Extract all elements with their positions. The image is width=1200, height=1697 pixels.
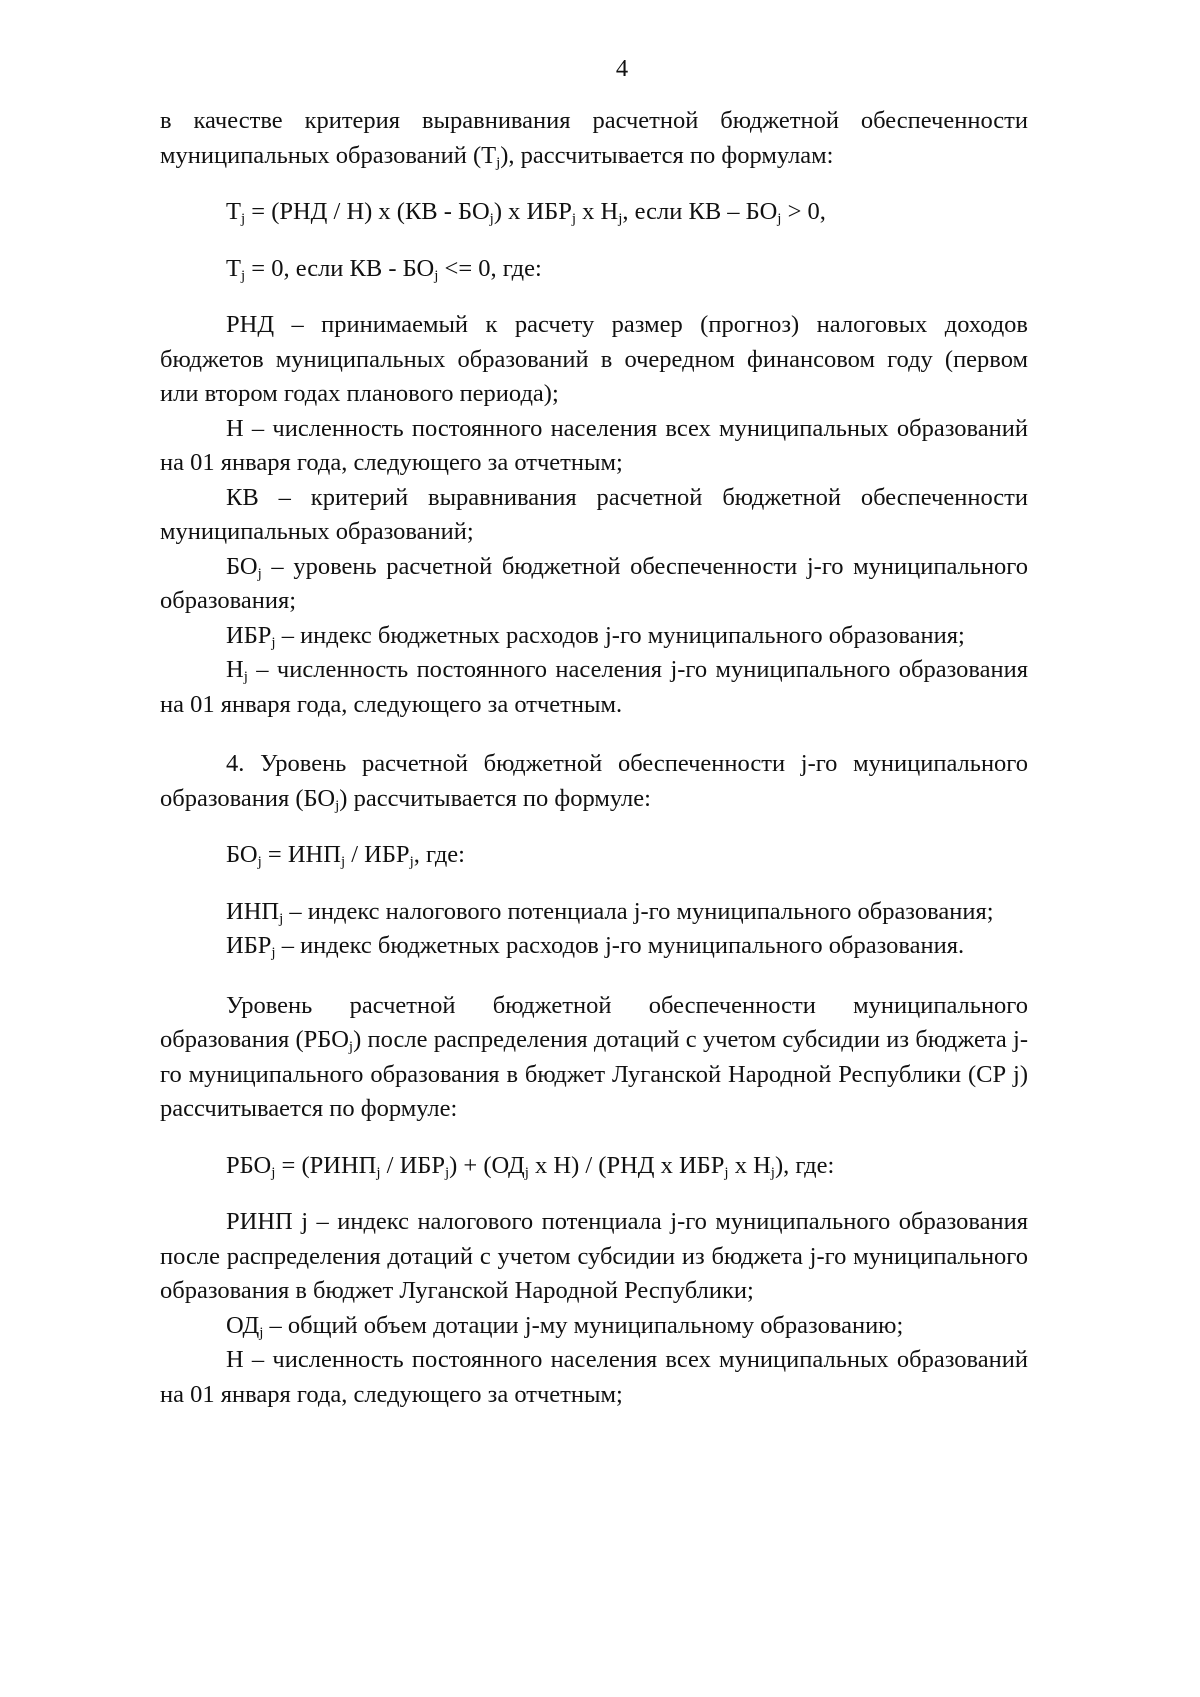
paragraph-def-inp bbox=[160, 895, 1028, 930]
subscript-index: j bbox=[340, 854, 346, 870]
subscript-index: j bbox=[335, 797, 340, 814]
paragraph-def-bo bbox=[160, 550, 1028, 619]
subscript-index: j bbox=[376, 1164, 381, 1181]
text-run: = (РИНП bbox=[275, 1151, 377, 1179]
text-run: ИБР bbox=[226, 932, 272, 959]
subscript-index: j bbox=[434, 267, 439, 284]
subscript-index: j bbox=[409, 854, 414, 870]
subscript-index: j bbox=[240, 211, 246, 227]
paragraph-def-ibr bbox=[160, 619, 1028, 654]
formula-formula-bo bbox=[160, 838, 1028, 873]
document-body bbox=[160, 104, 1028, 1412]
text-run: х Н) / (РНД х ИБР bbox=[528, 1151, 725, 1179]
subscript-index: j bbox=[348, 1039, 354, 1055]
subscript-index: j bbox=[271, 634, 276, 651]
text-run: ИНП bbox=[226, 897, 280, 925]
text-run: – индекс налогового потенциала j-го муниципального образования; bbox=[283, 897, 994, 925]
text-run: ) + (ОД bbox=[449, 1151, 525, 1179]
subscript-index: j bbox=[240, 267, 246, 284]
text-run: РИНП j – индекс налогового потенциала j-го муниципального образования после распределения дотаций с учетом субсидии из бюджета j-го муниципального образования в бюджет Луганской Народной Республики; bbox=[160, 1208, 1028, 1304]
text-run: – общий объем дотации j-му муниципальному образованию; bbox=[263, 1311, 904, 1339]
text-run: Т bbox=[226, 254, 241, 282]
subscript-index: j bbox=[724, 1164, 729, 1181]
subscript-index: j bbox=[257, 854, 262, 870]
subscript-index: j bbox=[444, 1164, 450, 1181]
paragraph-def-rinp bbox=[160, 1205, 1028, 1309]
subscript-index: j bbox=[571, 211, 577, 227]
text-run: х Н bbox=[576, 198, 619, 225]
text-run: Н – численность постоянного населения всех муниципальных образований на 01 января года, следующего за отчетным; bbox=[160, 1346, 1028, 1408]
paragraph-def-nj bbox=[160, 653, 1028, 722]
subscript-index: j bbox=[770, 1164, 775, 1181]
text-run: РБО bbox=[226, 1151, 272, 1179]
paragraph-def-n2 bbox=[160, 1343, 1028, 1412]
text-run: Уровень расчетной бюджетной обеспеченности муниципального образования (РБО bbox=[160, 991, 1028, 1053]
text-run: <= 0, где: bbox=[438, 254, 542, 282]
subscript-index: j bbox=[271, 945, 276, 961]
paragraph-def-ibr2 bbox=[160, 929, 1028, 964]
text-run: = ИНП bbox=[261, 841, 341, 868]
text-run: х Н bbox=[728, 1151, 771, 1179]
text-run: БО bbox=[226, 841, 258, 868]
text-run: , если КВ – БО bbox=[622, 198, 778, 225]
page-number: 4 bbox=[615, 55, 629, 82]
text-run: / ИБР bbox=[345, 841, 410, 868]
subscript-index: j bbox=[524, 1164, 529, 1181]
subscript-index: j bbox=[496, 154, 501, 171]
paragraph-intro bbox=[160, 104, 1028, 173]
text-run: КВ – критерий выравнивания расчетной бюджетной обеспеченности муниципальных образований; bbox=[160, 483, 1028, 545]
subscript-index: j bbox=[279, 910, 284, 927]
text-run: – численность постоянного населения j-го муниципального образования на 01 января года, следующего за отчетным. bbox=[160, 656, 1028, 718]
text-run: Н – численность постоянного населения всех муниципальных образований на 01 января года, следующего за отчетным; bbox=[160, 414, 1028, 476]
text-run: – индекс бюджетных расходов j-го муниципального образования; bbox=[275, 621, 965, 649]
text-run: = 0, если КВ - БО bbox=[245, 254, 435, 282]
subscript-index: j bbox=[777, 211, 782, 227]
formula-formula-rbo bbox=[160, 1149, 1028, 1184]
text-run: БО bbox=[226, 552, 258, 580]
paragraph-def-rnd bbox=[160, 308, 1028, 412]
text-run: ) рассчитывается по формуле: bbox=[339, 784, 651, 812]
formula-formula-t2 bbox=[160, 252, 1028, 287]
subscript-index: j bbox=[271, 1164, 276, 1181]
text-run: ) после распределения дотаций с учетом субсидии из бюджета j-го муниципального образования в бюджет Луганской Народной Республики (СР j) рассчитывается по формуле: bbox=[160, 1026, 1028, 1122]
text-run: ), рассчитывается по формулам: bbox=[500, 141, 834, 169]
text-run: Т bbox=[226, 198, 241, 225]
text-run: Н bbox=[226, 656, 244, 683]
subscript-index: j bbox=[257, 565, 262, 582]
subscript-index: j bbox=[618, 211, 623, 227]
paragraph-item-4 bbox=[160, 747, 1028, 816]
text-run: в качестве критерия выравнивания расчетной бюджетной обеспеченности муниципальных образований (Т bbox=[160, 107, 1028, 169]
text-run: , где: bbox=[413, 841, 465, 868]
text-run: ОД bbox=[226, 1311, 260, 1339]
subscript-index: j bbox=[489, 211, 494, 227]
subscript-index: j bbox=[243, 669, 248, 685]
text-run: = (РНД / Н) х (КВ - БО bbox=[245, 198, 490, 225]
paragraph-def-od bbox=[160, 1309, 1028, 1344]
formula-formula-t1 bbox=[160, 195, 1028, 230]
paragraph-def-n bbox=[160, 412, 1028, 481]
text-run: 4. Уровень расчетной бюджетной обеспеченности j-го муниципального образования (БО bbox=[160, 750, 1028, 812]
paragraph-def-kv bbox=[160, 481, 1028, 550]
text-run: ), где: bbox=[774, 1151, 835, 1179]
subscript-index: j bbox=[259, 1324, 264, 1341]
text-run: / ИБР bbox=[380, 1151, 445, 1179]
text-run: – индекс бюджетных расходов j-го муниципального образования. bbox=[275, 932, 965, 959]
text-run: РНД – принимаемый к расчету размер (прогноз) налоговых доходов бюджетов муниципальных образований в очередном финансовом году (первом или втором годах планового периода); bbox=[160, 311, 1028, 407]
text-run: > 0, bbox=[781, 198, 826, 225]
text-run: ) х ИБР bbox=[493, 198, 572, 225]
paragraph-rbo-intro bbox=[160, 989, 1028, 1127]
text-run: ИБР bbox=[226, 621, 272, 649]
text-run: – уровень расчетной бюджетной обеспеченности j-го муниципального образования; bbox=[160, 552, 1028, 614]
